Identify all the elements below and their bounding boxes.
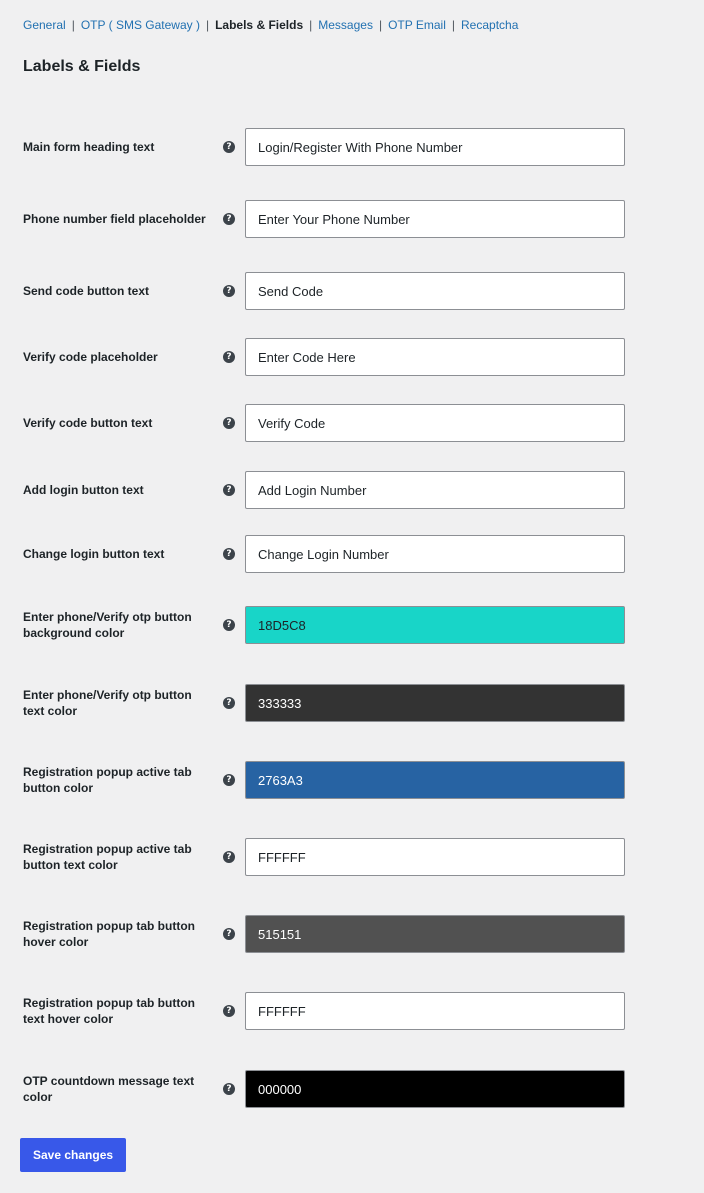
registration-popup-tab-button-hover-color-input[interactable] xyxy=(245,915,625,953)
field-row-main-form-heading-text xyxy=(0,128,704,166)
question-circle-icon[interactable]: ? xyxy=(223,619,235,631)
question-circle-icon[interactable]: ? xyxy=(223,774,235,786)
question-circle-icon[interactable]: ? xyxy=(223,213,235,225)
field-label: Phone number field placeholder xyxy=(23,212,206,226)
field-row-add-login-button-text xyxy=(0,471,704,509)
page-title: Labels & Fields xyxy=(23,58,141,75)
field-label: Registration popup tab button text hover color xyxy=(23,996,195,1026)
tab-separator: | xyxy=(309,18,313,32)
question-circle-icon[interactable]: ? xyxy=(223,697,235,709)
field-label: Enter phone/Verify otp button background color xyxy=(23,610,192,640)
otp-countdown-message-text-color-input[interactable] xyxy=(245,1070,625,1108)
question-circle-icon[interactable]: ? xyxy=(223,285,235,297)
question-circle-icon[interactable]: ? xyxy=(223,928,235,940)
field-row-verify-code-button-text xyxy=(0,404,704,442)
field-row-registration-popup-active-tab-button-color xyxy=(0,761,704,799)
field-label: Registration popup active tab button text color xyxy=(23,842,192,872)
tab-separator: | xyxy=(205,18,210,32)
enter-phone-verify-otp-button-text-color-input[interactable] xyxy=(245,684,625,722)
registration-popup-active-tab-button-text-color-input[interactable] xyxy=(245,838,625,876)
field-row-enter-phone-verify-otp-button-background-color xyxy=(0,606,704,644)
tab-otp-email[interactable]: OTP Email xyxy=(388,18,446,32)
main-form-heading-text-input[interactable] xyxy=(245,128,625,166)
field-label: Main form heading text xyxy=(23,140,155,154)
tab-messages[interactable]: Messages xyxy=(318,18,373,32)
question-circle-icon[interactable]: ? xyxy=(223,417,235,429)
field-row-registration-popup-active-tab-button-text-color xyxy=(0,838,704,876)
registration-popup-tab-button-text-hover-color-input[interactable] xyxy=(245,992,625,1030)
verify-code-button-text-input[interactable] xyxy=(245,404,625,442)
field-row-registration-popup-tab-button-hover-color xyxy=(0,915,704,953)
settings-tabs xyxy=(23,16,518,34)
question-circle-icon[interactable]: ? xyxy=(223,851,235,863)
field-label: OTP countdown message text color xyxy=(23,1074,195,1104)
field-label: Add login button text xyxy=(23,483,144,497)
question-circle-icon[interactable]: ? xyxy=(223,351,235,363)
field-label: Registration popup tab button hover color xyxy=(23,919,195,949)
send-code-button-text-input[interactable] xyxy=(245,272,625,310)
tab-separator: | xyxy=(451,18,455,32)
field-row-enter-phone-verify-otp-button-text-color xyxy=(0,684,704,722)
field-row-change-login-button-text xyxy=(0,535,704,573)
question-circle-icon[interactable]: ? xyxy=(223,141,235,153)
field-row-phone-number-field-placeholder xyxy=(0,200,704,238)
field-label: Send code button text xyxy=(23,284,149,298)
field-row-verify-code-placeholder xyxy=(0,338,704,376)
tab-separator: | xyxy=(71,18,75,32)
question-circle-icon[interactable]: ? xyxy=(223,548,235,560)
add-login-button-text-input[interactable] xyxy=(245,471,625,509)
question-circle-icon[interactable]: ? xyxy=(223,1083,235,1095)
tab-separator: | xyxy=(378,18,383,32)
field-row-otp-countdown-message-text-color xyxy=(0,1070,704,1108)
phone-number-field-placeholder-input[interactable] xyxy=(245,200,625,238)
question-circle-icon[interactable]: ? xyxy=(223,484,235,496)
change-login-button-text-input[interactable] xyxy=(245,535,625,573)
tab-otp-sms-gateway[interactable]: OTP ( SMS Gateway ) xyxy=(80,18,200,32)
field-label: Change login button text xyxy=(23,547,165,561)
field-row-send-code-button-text xyxy=(0,272,704,310)
enter-phone-verify-otp-button-background-color-input[interactable] xyxy=(245,606,625,644)
registration-popup-active-tab-button-color-input[interactable] xyxy=(245,761,625,799)
field-label: Verify code placeholder xyxy=(23,350,158,364)
field-label: Registration popup active tab button color xyxy=(23,765,192,795)
field-row-registration-popup-tab-button-text-hover-color xyxy=(0,992,704,1030)
tab-general[interactable]: General xyxy=(23,18,66,32)
save-changes-button[interactable]: Save changes xyxy=(20,1138,126,1172)
question-circle-icon[interactable]: ? xyxy=(223,1005,235,1017)
field-label: Verify code button text xyxy=(23,416,153,430)
tab-labels-fields[interactable]: Labels & Fields xyxy=(215,18,304,32)
tab-recaptcha[interactable]: Recaptcha xyxy=(461,18,519,32)
field-label: Enter phone/Verify otp button text color xyxy=(23,688,192,718)
verify-code-placeholder-input[interactable] xyxy=(245,338,625,376)
